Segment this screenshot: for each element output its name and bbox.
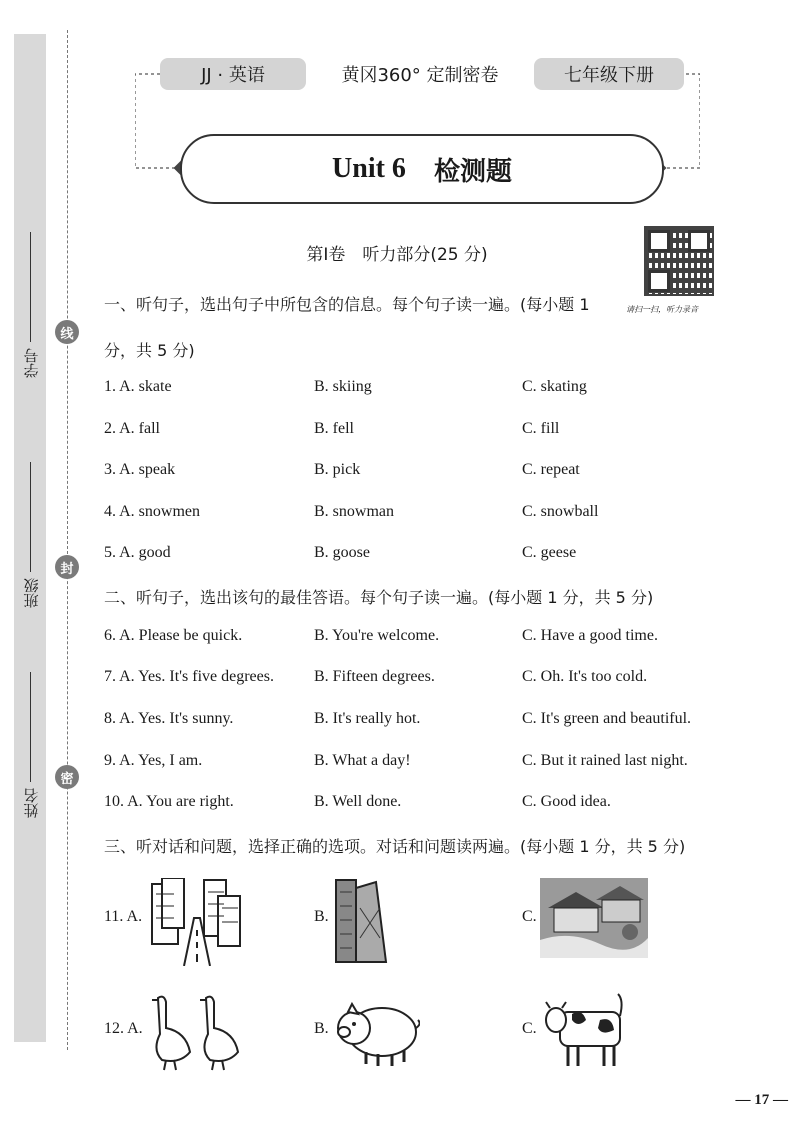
question-row <box>104 710 724 734</box>
option-a[interactable]: 9. A. Yes, I am. <box>104 752 203 769</box>
option-c-label[interactable]: C. <box>522 908 537 925</box>
option-c[interactable]: C. But it rained last night. <box>522 752 688 769</box>
option-b[interactable]: B. You're welcome. <box>314 627 440 644</box>
binding-mark-seal: 封 <box>55 555 79 579</box>
picture-question-row <box>104 878 724 968</box>
subject-badge: JJ · 英语 <box>160 58 306 90</box>
class-label: 班级 <box>22 578 41 608</box>
city-street-icon[interactable] <box>148 878 244 966</box>
option-c[interactable]: C. skating <box>522 378 587 395</box>
option-b[interactable]: B. Fifteen degrees. <box>314 668 435 685</box>
binding-mark-secret: 密 <box>55 765 79 789</box>
qr-code-icon[interactable] <box>644 226 714 296</box>
option-a[interactable]: 8. A. Yes. It's sunny. <box>104 710 234 727</box>
village-icon[interactable] <box>540 878 648 958</box>
option-c[interactable]: C. repeat <box>522 461 580 478</box>
option-a[interactable]: 3. A. speak <box>104 461 176 478</box>
option-c[interactable]: C. It's green and beautiful. <box>522 710 692 727</box>
section-title: 第Ⅰ卷 听力部分(25 分) <box>306 245 488 265</box>
option-a[interactable]: 1. A. skate <box>104 378 172 395</box>
option-c[interactable]: C. Have a good time. <box>522 627 658 644</box>
test-name: 检测题 <box>433 156 512 187</box>
part1-instruction-line2: 分，共 5 分) <box>104 341 195 360</box>
question-row <box>104 378 724 402</box>
question-row <box>104 627 724 651</box>
option-c[interactable]: C. snowball <box>522 503 599 520</box>
option-b-label[interactable]: B. <box>314 908 329 925</box>
name-label: 姓名 <box>22 788 41 818</box>
series-title: 黄冈360° 定制密卷 <box>341 65 499 86</box>
part1-instruction-line1: 一、听句子，选出句子中所包含的信息。每个句子读一遍。(每小题 1 <box>104 295 590 314</box>
class-blank <box>31 462 32 572</box>
student-id-label: 学号 <box>22 348 41 378</box>
geese-icon[interactable] <box>150 994 244 1072</box>
picture-question-row <box>104 990 724 1080</box>
option-b[interactable]: B. It's really hot. <box>314 710 421 727</box>
option-b[interactable]: B. skiing <box>314 378 372 395</box>
option-b[interactable]: B. Well done. <box>314 793 402 810</box>
old-building-icon[interactable] <box>330 878 390 966</box>
class-field <box>18 448 44 608</box>
cow-icon[interactable] <box>542 990 626 1074</box>
option-a[interactable]: 5. A. good <box>104 544 171 561</box>
question-row <box>104 668 724 692</box>
name-field <box>18 668 44 818</box>
grade-badge: 七年级下册 <box>534 58 684 90</box>
qr-caption: 请扫一扫，听力录音 <box>626 305 698 314</box>
question-row <box>104 752 724 776</box>
option-b[interactable]: B. goose <box>314 544 370 561</box>
option-c[interactable]: C. Oh. It's too cold. <box>522 668 648 685</box>
option-a[interactable]: 7. A. Yes. It's five degrees. <box>104 668 274 685</box>
part2-instruction: 二、听句子，选出该句的最佳答语。每个句子读一遍。(每小题 1 分，共 5 分) <box>104 588 654 607</box>
binding-dashed-line <box>67 30 68 1050</box>
option-a[interactable]: 6. A. Please be quick. <box>104 627 243 644</box>
page-number: — 17 — <box>735 1092 788 1108</box>
question-row <box>104 503 724 527</box>
binding-mark-line: 线 <box>55 320 79 344</box>
option-a[interactable]: 10. A. You are right. <box>104 793 234 810</box>
question-row <box>104 461 724 485</box>
option-b[interactable]: B. What a day! <box>314 752 411 769</box>
test-title <box>180 134 664 204</box>
option-a-label[interactable]: 11. A. <box>104 908 143 925</box>
name-blank <box>31 672 32 782</box>
option-b-label[interactable]: B. <box>314 1020 329 1037</box>
option-a-label[interactable]: 12. A. <box>104 1020 143 1037</box>
option-b[interactable]: B. pick <box>314 461 361 478</box>
question-row <box>104 544 724 568</box>
pig-icon[interactable] <box>334 998 420 1068</box>
option-c[interactable]: C. geese <box>522 544 577 561</box>
option-c[interactable]: C. Good idea. <box>522 793 611 810</box>
option-a[interactable]: 2. A. fall <box>104 420 160 437</box>
unit-label: Unit 6 <box>332 153 406 184</box>
question-row <box>104 793 724 817</box>
part3-instruction: 三、听对话和问题，选择正确的选项。对话和问题读两遍。(每小题 1 分，共 5 分) <box>104 837 686 856</box>
option-c[interactable]: C. fill <box>522 420 560 437</box>
question-row <box>104 420 724 444</box>
option-b[interactable]: B. fell <box>314 420 354 437</box>
option-b[interactable]: B. snowman <box>314 503 394 520</box>
option-a[interactable]: 4. A. snowmen <box>104 503 200 520</box>
option-c-label[interactable]: C. <box>522 1020 537 1037</box>
